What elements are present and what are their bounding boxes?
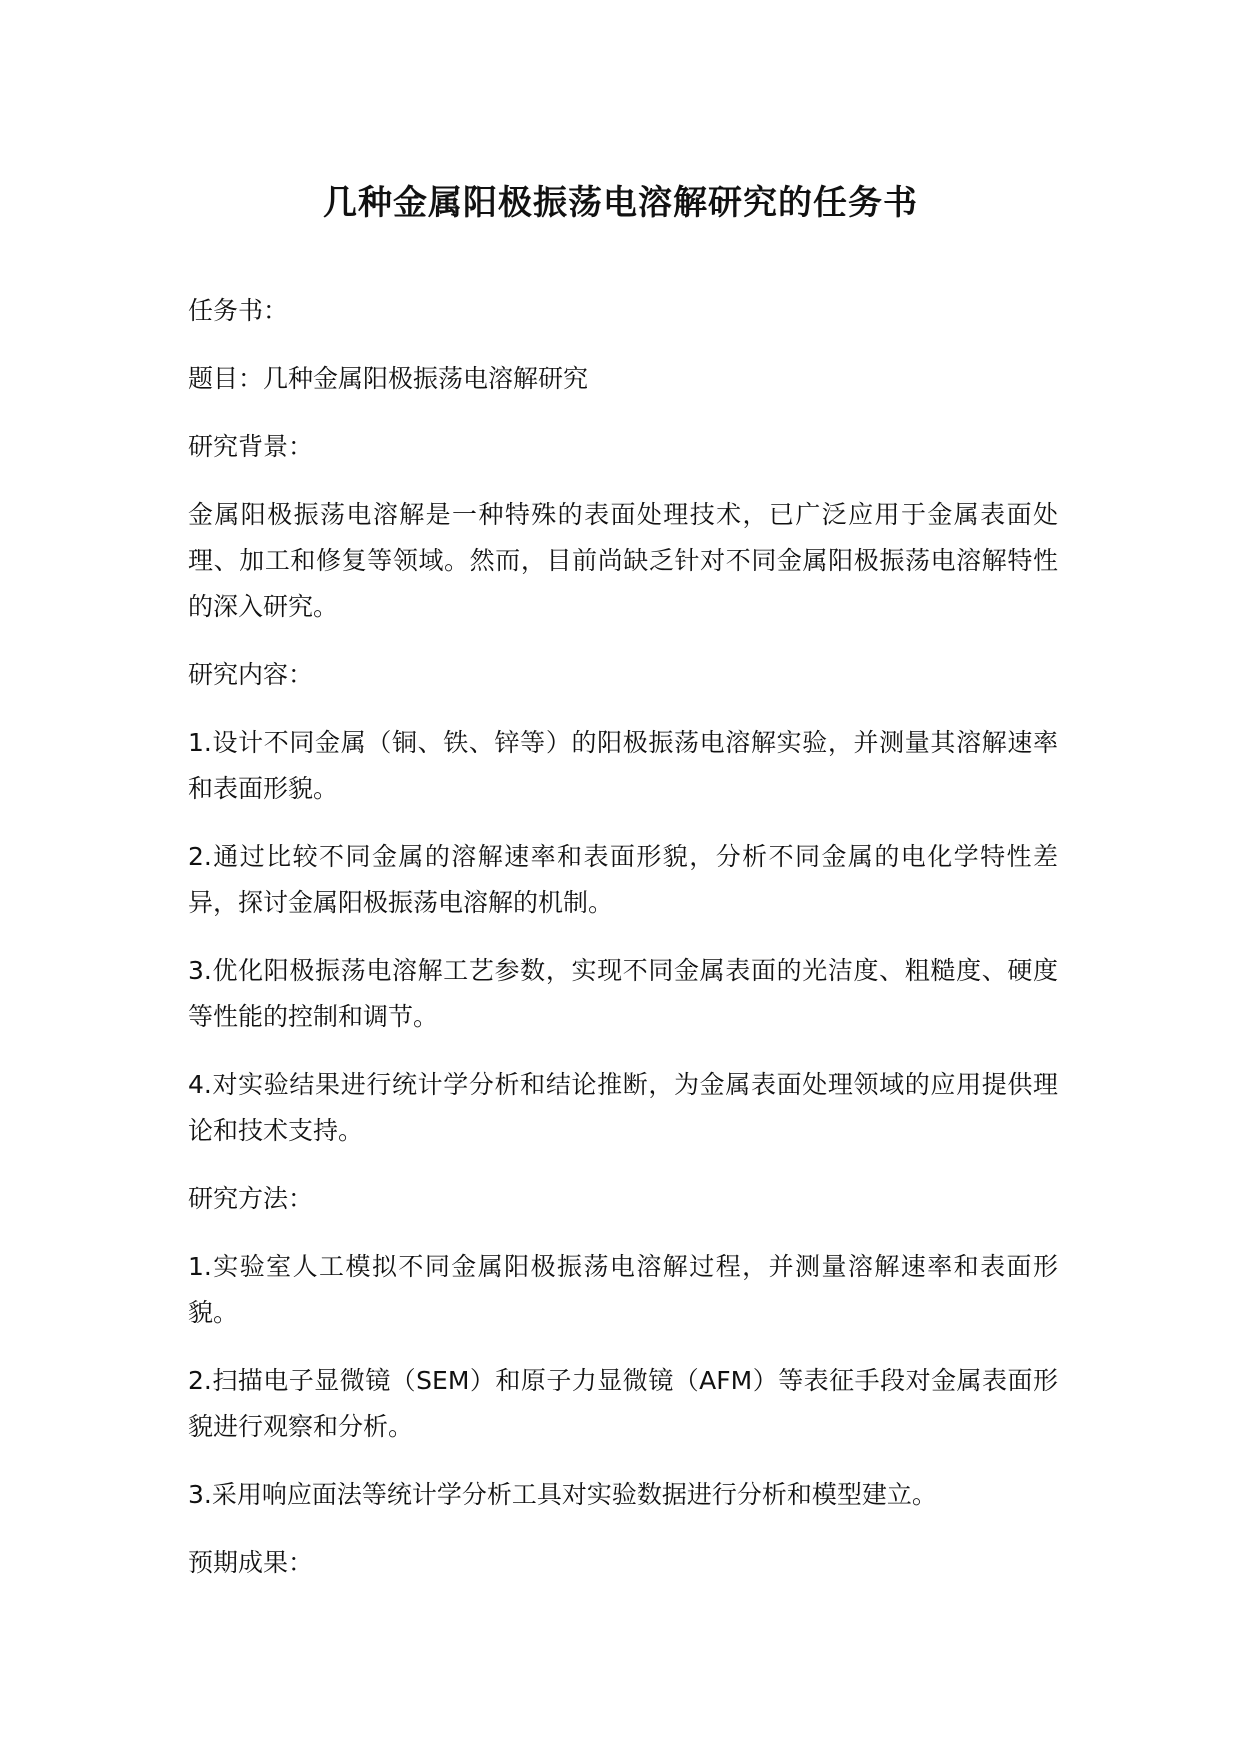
section-heading-outcomes: 预期成果： [188, 1548, 314, 1577]
content-item-1: 1.设计不同金属（铜、铁、锌等）的阳极振荡电溶解实验，并测量其溶解速率和表面形貌。 [188, 728, 1058, 803]
section-heading-methods: 研究方法： [188, 1184, 314, 1213]
document-title: 几种金属阳极振荡电溶解研究的任务书 [323, 183, 918, 223]
method-item-2: 2.扫描电子显微镜（SEM）和原子力显微镜（AFM）等表征手段对金属表面形貌进行观察和分析。 [188, 1366, 1058, 1441]
section-heading-background: 研究背景： [188, 432, 314, 461]
topic-line: 题目：几种金属阳极振荡电溶解研究 [188, 364, 589, 393]
section-label-task: 任务书： [188, 296, 289, 325]
section-heading-content: 研究内容： [188, 660, 314, 689]
document-body [188, 288, 1058, 1608]
background-paragraph: 金属阳极振荡电溶解是一种特殊的表面处理技术，已广泛应用于金属表面处理、加工和修复等领域。然而，目前尚缺乏针对不同金属阳极振荡电溶解特性的深入研究。 [188, 500, 1058, 621]
method-item-1: 1.实验室人工模拟不同金属阳极振荡电溶解过程，并测量溶解速率和表面形貌。 [188, 1252, 1058, 1327]
method-item-3: 3.采用响应面法等统计学分析工具对实验数据进行分析和模型建立。 [188, 1480, 937, 1509]
content-item-3: 3.优化阳极振荡电溶解工艺参数，实现不同金属表面的光洁度、粗糙度、硬度等性能的控制和调节。 [188, 956, 1058, 1031]
content-item-2: 2.通过比较不同金属的溶解速率和表面形貌，分析不同金属的电化学特性差异，探讨金属阳极振荡电溶解的机制。 [188, 842, 1058, 917]
content-item-4: 4.对实验结果进行统计学分析和结论推断，为金属表面处理领域的应用提供理论和技术支持。 [188, 1070, 1058, 1145]
